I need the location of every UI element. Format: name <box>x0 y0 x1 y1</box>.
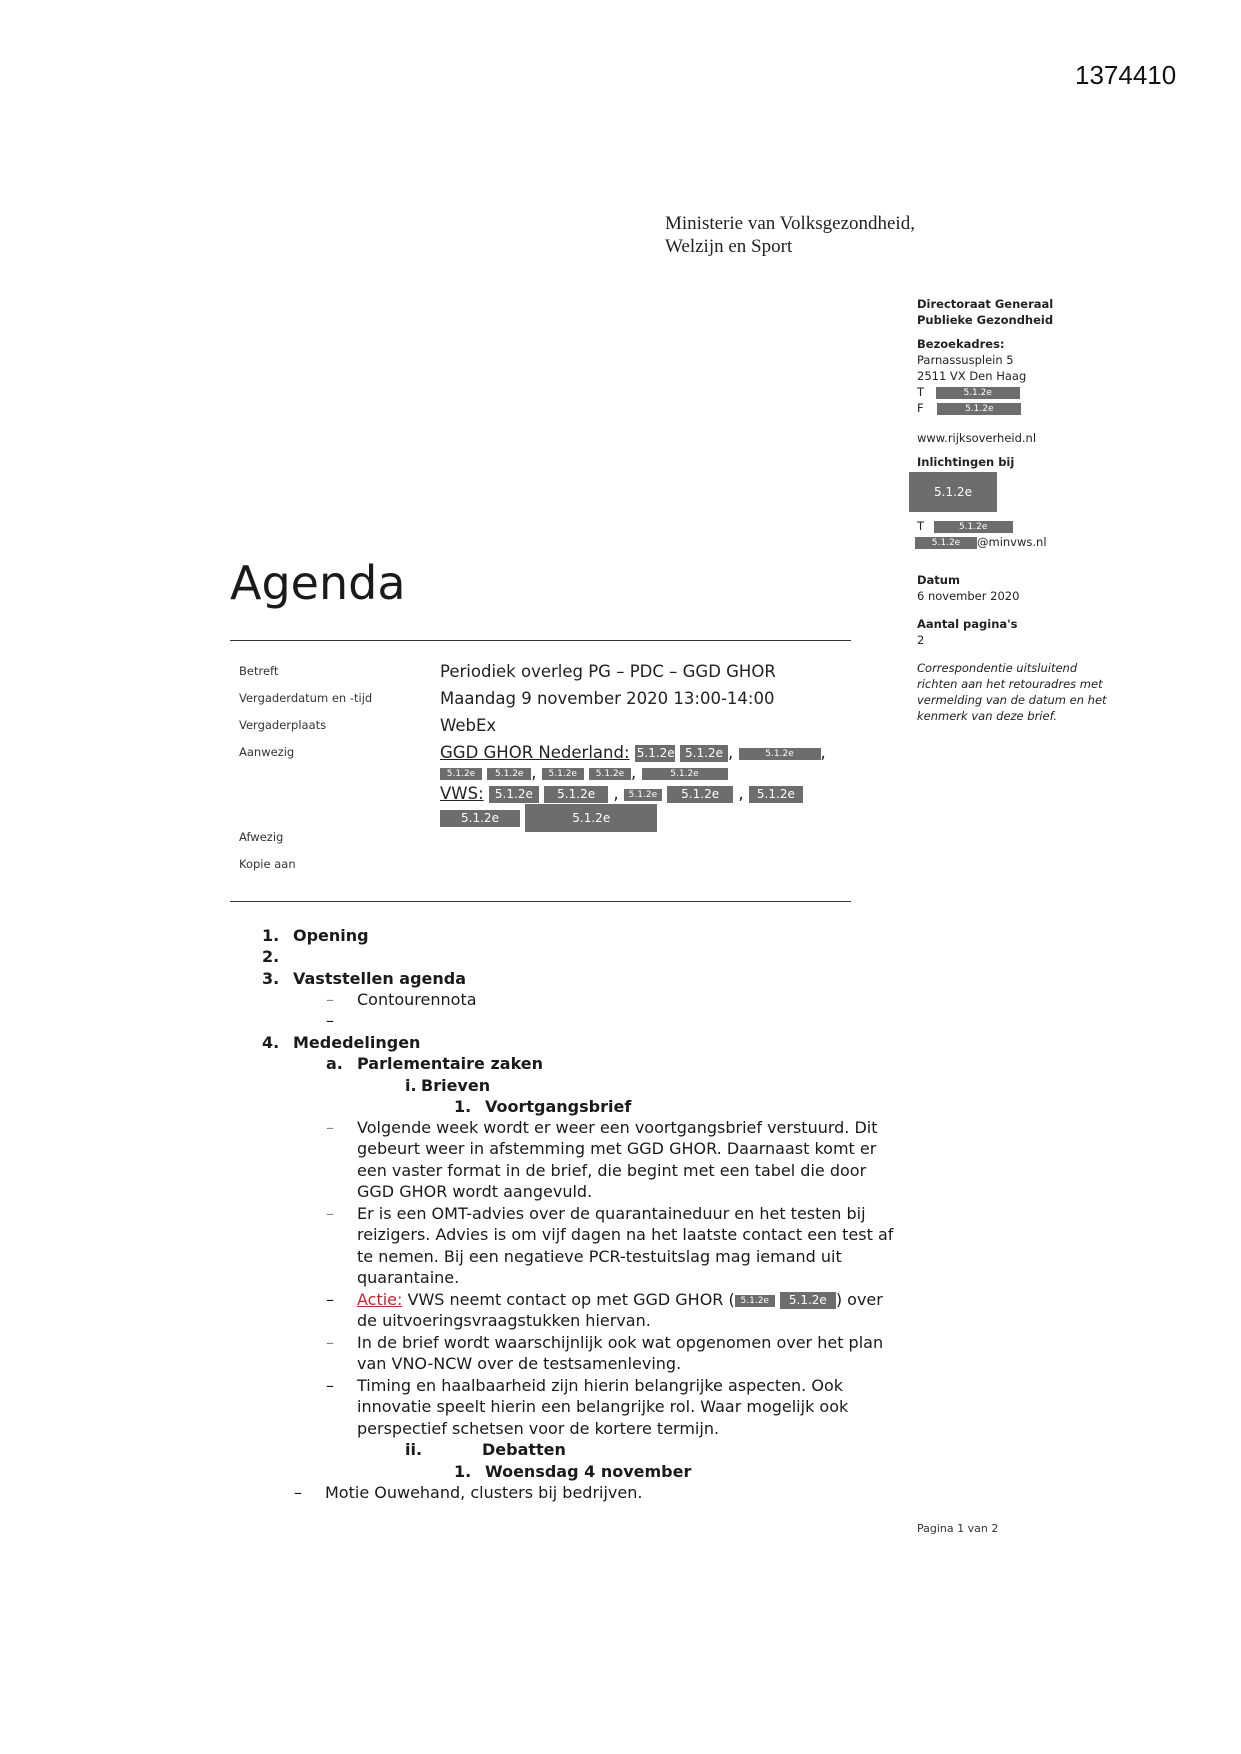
redaction: 5.1.2e <box>739 748 821 760</box>
redaction: 5.1.2e <box>909 472 997 512</box>
dash: – <box>326 1333 334 1352</box>
redaction: 5.1.2e <box>636 746 675 760</box>
paragraph-2: Er is een OMT-advies over de quarantaineduur en het testen bij reizigers. Advies is om vijf dagen na het laatste contact een test af te nemen. Bij een negatieve PCR-testuitslag mag iemand uit quarantaine. <box>357 1204 894 1288</box>
item-4ai1-num: 1. <box>454 1097 472 1116</box>
website: www.rijksoverheid.nl <box>917 431 1037 445</box>
redaction: 5.1.2e <box>934 521 1013 533</box>
datetime-value: Maandag 9 november 2020 13:00-14:00 <box>440 689 775 708</box>
item-4ai: Brieven <box>421 1076 491 1095</box>
item-4aii1-num: 1. <box>454 1462 472 1481</box>
address1: Parnassusplein 5 <box>917 353 1014 367</box>
fax-row <box>917 400 1137 416</box>
vws-row2 <box>440 804 860 832</box>
dept-line1: Directoraat Generaal <box>917 297 1054 311</box>
email-suffix: @minvws.nl <box>977 535 1047 549</box>
info-label: Inlichtingen bij <box>917 455 1015 469</box>
paragraph-1: Volgende week wordt er weer een voortgangsbrief verstuurd. Dit gebeurt weer in afstemming met GGD GHOR. Daarnaast komt er een vaster format in de brief, die begint met een tabel die door GGD GHOR wordt aangevuld. <box>357 1118 878 1202</box>
paragraph-3-b: ) over de uitvoeringsvraagstukken hiervan. <box>357 1290 883 1331</box>
redaction: 5.1.2e <box>680 745 728 762</box>
dept-line2: Publieke Gezondheid <box>917 313 1054 327</box>
redaction: 5.1.2e <box>624 789 662 801</box>
subject-label: Betreft <box>239 664 279 678</box>
redaction: 5.1.2e <box>937 403 1021 415</box>
dash: – <box>326 1376 334 1395</box>
visit-label: Bezoekadres: <box>917 337 1005 351</box>
item-3-num: 3. <box>262 969 280 988</box>
item-4ai-num: i. <box>405 1076 417 1095</box>
item-4aii-num: ii. <box>405 1440 423 1459</box>
page-title: Agenda <box>230 556 406 610</box>
item-1-num: 1. <box>262 926 280 945</box>
phone-row <box>917 384 1137 400</box>
datetime-label: Vergaderdatum en -tijd <box>239 691 373 705</box>
ggd-row: GGD GHOR Nederland: 5.1.2e 5.1.2e , 5.1.2e , <box>440 743 826 762</box>
dash: – <box>326 1290 334 1309</box>
present-value <box>440 742 860 832</box>
item-1: Opening <box>293 926 369 945</box>
item-2-num: 2. <box>262 947 280 966</box>
copy-label: Kopie aan <box>239 857 296 871</box>
paragraph-3-a: VWS neemt contact op met GGD GHOR ( <box>407 1290 735 1309</box>
redaction: 5.1.2e <box>589 768 631 780</box>
address2: 2511 VX Den Haag <box>917 369 1027 383</box>
redaction: 5.1.2e <box>749 786 803 803</box>
dash: – <box>326 990 334 1009</box>
divider-bottom <box>230 901 851 902</box>
fax-label: F <box>917 401 924 415</box>
email-row <box>917 534 1137 550</box>
divider-top <box>230 640 851 641</box>
ministry-line1: Ministerie van Volksgezondheid, <box>665 213 915 234</box>
page-footer: Pagina 1 van 2 <box>917 1522 999 1535</box>
date-value: 6 november 2020 <box>917 589 1020 603</box>
redaction: 5.1.2e <box>525 804 657 832</box>
phone-label: T <box>917 519 925 533</box>
redaction: 5.1.2e <box>487 768 531 780</box>
redaction: 5.1.2e <box>642 768 728 780</box>
vws-row: VWS: 5.1.2e 5.1.2e , 5.1.2e 5.1.2e , 5.1.2e <box>440 783 860 804</box>
document-number: 1374410 <box>1075 60 1177 90</box>
pages-label: Aantal pagina's <box>917 617 1018 631</box>
redaction: 5.1.2e <box>780 1292 836 1309</box>
ministry-line2: Welzijn en Sport <box>665 236 793 257</box>
ministry-logo-text <box>665 212 915 258</box>
item-3: Vaststellen agenda <box>293 969 467 988</box>
ggd-row2: 5.1.2e 5.1.2e , 5.1.2e 5.1.2e , 5.1.2e <box>440 763 860 783</box>
place-label: Vergaderplaats <box>239 718 327 732</box>
redaction: 5.1.2e <box>915 537 977 549</box>
item-4: Mededelingen <box>293 1033 421 1052</box>
redaction: 5.1.2e <box>440 810 520 827</box>
redaction: 5.1.2e <box>735 1295 775 1307</box>
dash: – <box>326 1204 334 1223</box>
pages-value: 2 <box>917 633 925 647</box>
item-3-sub: Contourennota <box>357 990 477 1009</box>
info-phone-row <box>917 518 1137 534</box>
redaction: 5.1.2e <box>489 786 539 803</box>
paragraph-4: In de brief wordt waarschijnlijk ook wat opgenomen over het plan van VNO-NCW over de testsamenleving. <box>357 1333 884 1374</box>
item-4ai1: Voortgangsbrief <box>485 1097 632 1116</box>
item-4aii: Debatten <box>482 1440 566 1459</box>
dash: – <box>294 1483 302 1502</box>
place-value: WebEx <box>440 716 497 735</box>
ggd-label: GGD GHOR Nederland: <box>440 743 630 762</box>
date-label: Datum <box>917 573 960 587</box>
redaction: 5.1.2e <box>542 768 584 780</box>
item-4-num: 4. <box>262 1033 280 1052</box>
phone-label: T <box>917 385 925 399</box>
present-label: Aanwezig <box>239 745 295 759</box>
paragraph-3 <box>357 1289 907 1332</box>
item-4aii1: Woensdag 4 november <box>485 1462 692 1481</box>
dash: – <box>326 1118 334 1137</box>
info-contact <box>917 472 1137 512</box>
redaction: 5.1.2e <box>544 786 608 803</box>
item-4a: Parlementaire zaken <box>357 1054 544 1073</box>
last-point: Motie Ouwehand, clusters bij bedrijven. <box>325 1483 643 1502</box>
redaction: 5.1.2e <box>936 387 1020 399</box>
absent-label: Afwezig <box>239 830 284 844</box>
correspondence-note: Correspondentie uitsluitend richten aan het retouradres met vermelding van de datum en het kenmerk van deze brief. <box>917 661 1107 723</box>
subject-value: Periodiek overleg PG – PDC – GGD GHOR <box>440 662 776 681</box>
item-4a-num: a. <box>326 1054 343 1073</box>
vws-label: VWS: <box>440 784 484 803</box>
redaction: 5.1.2e <box>667 786 733 803</box>
dash: – <box>326 1011 334 1030</box>
paragraph-5: Timing en haalbaarheid zijn hierin belangrijke aspecten. Ook innovatie speelt hierin een belangrijke rol. Waar mogelijk ook perspectief schetsen voor de kortere termijn. <box>357 1376 849 1438</box>
redaction: 5.1.2e <box>440 768 482 780</box>
action-label: Actie: <box>357 1290 403 1309</box>
sidebar <box>917 296 1137 724</box>
